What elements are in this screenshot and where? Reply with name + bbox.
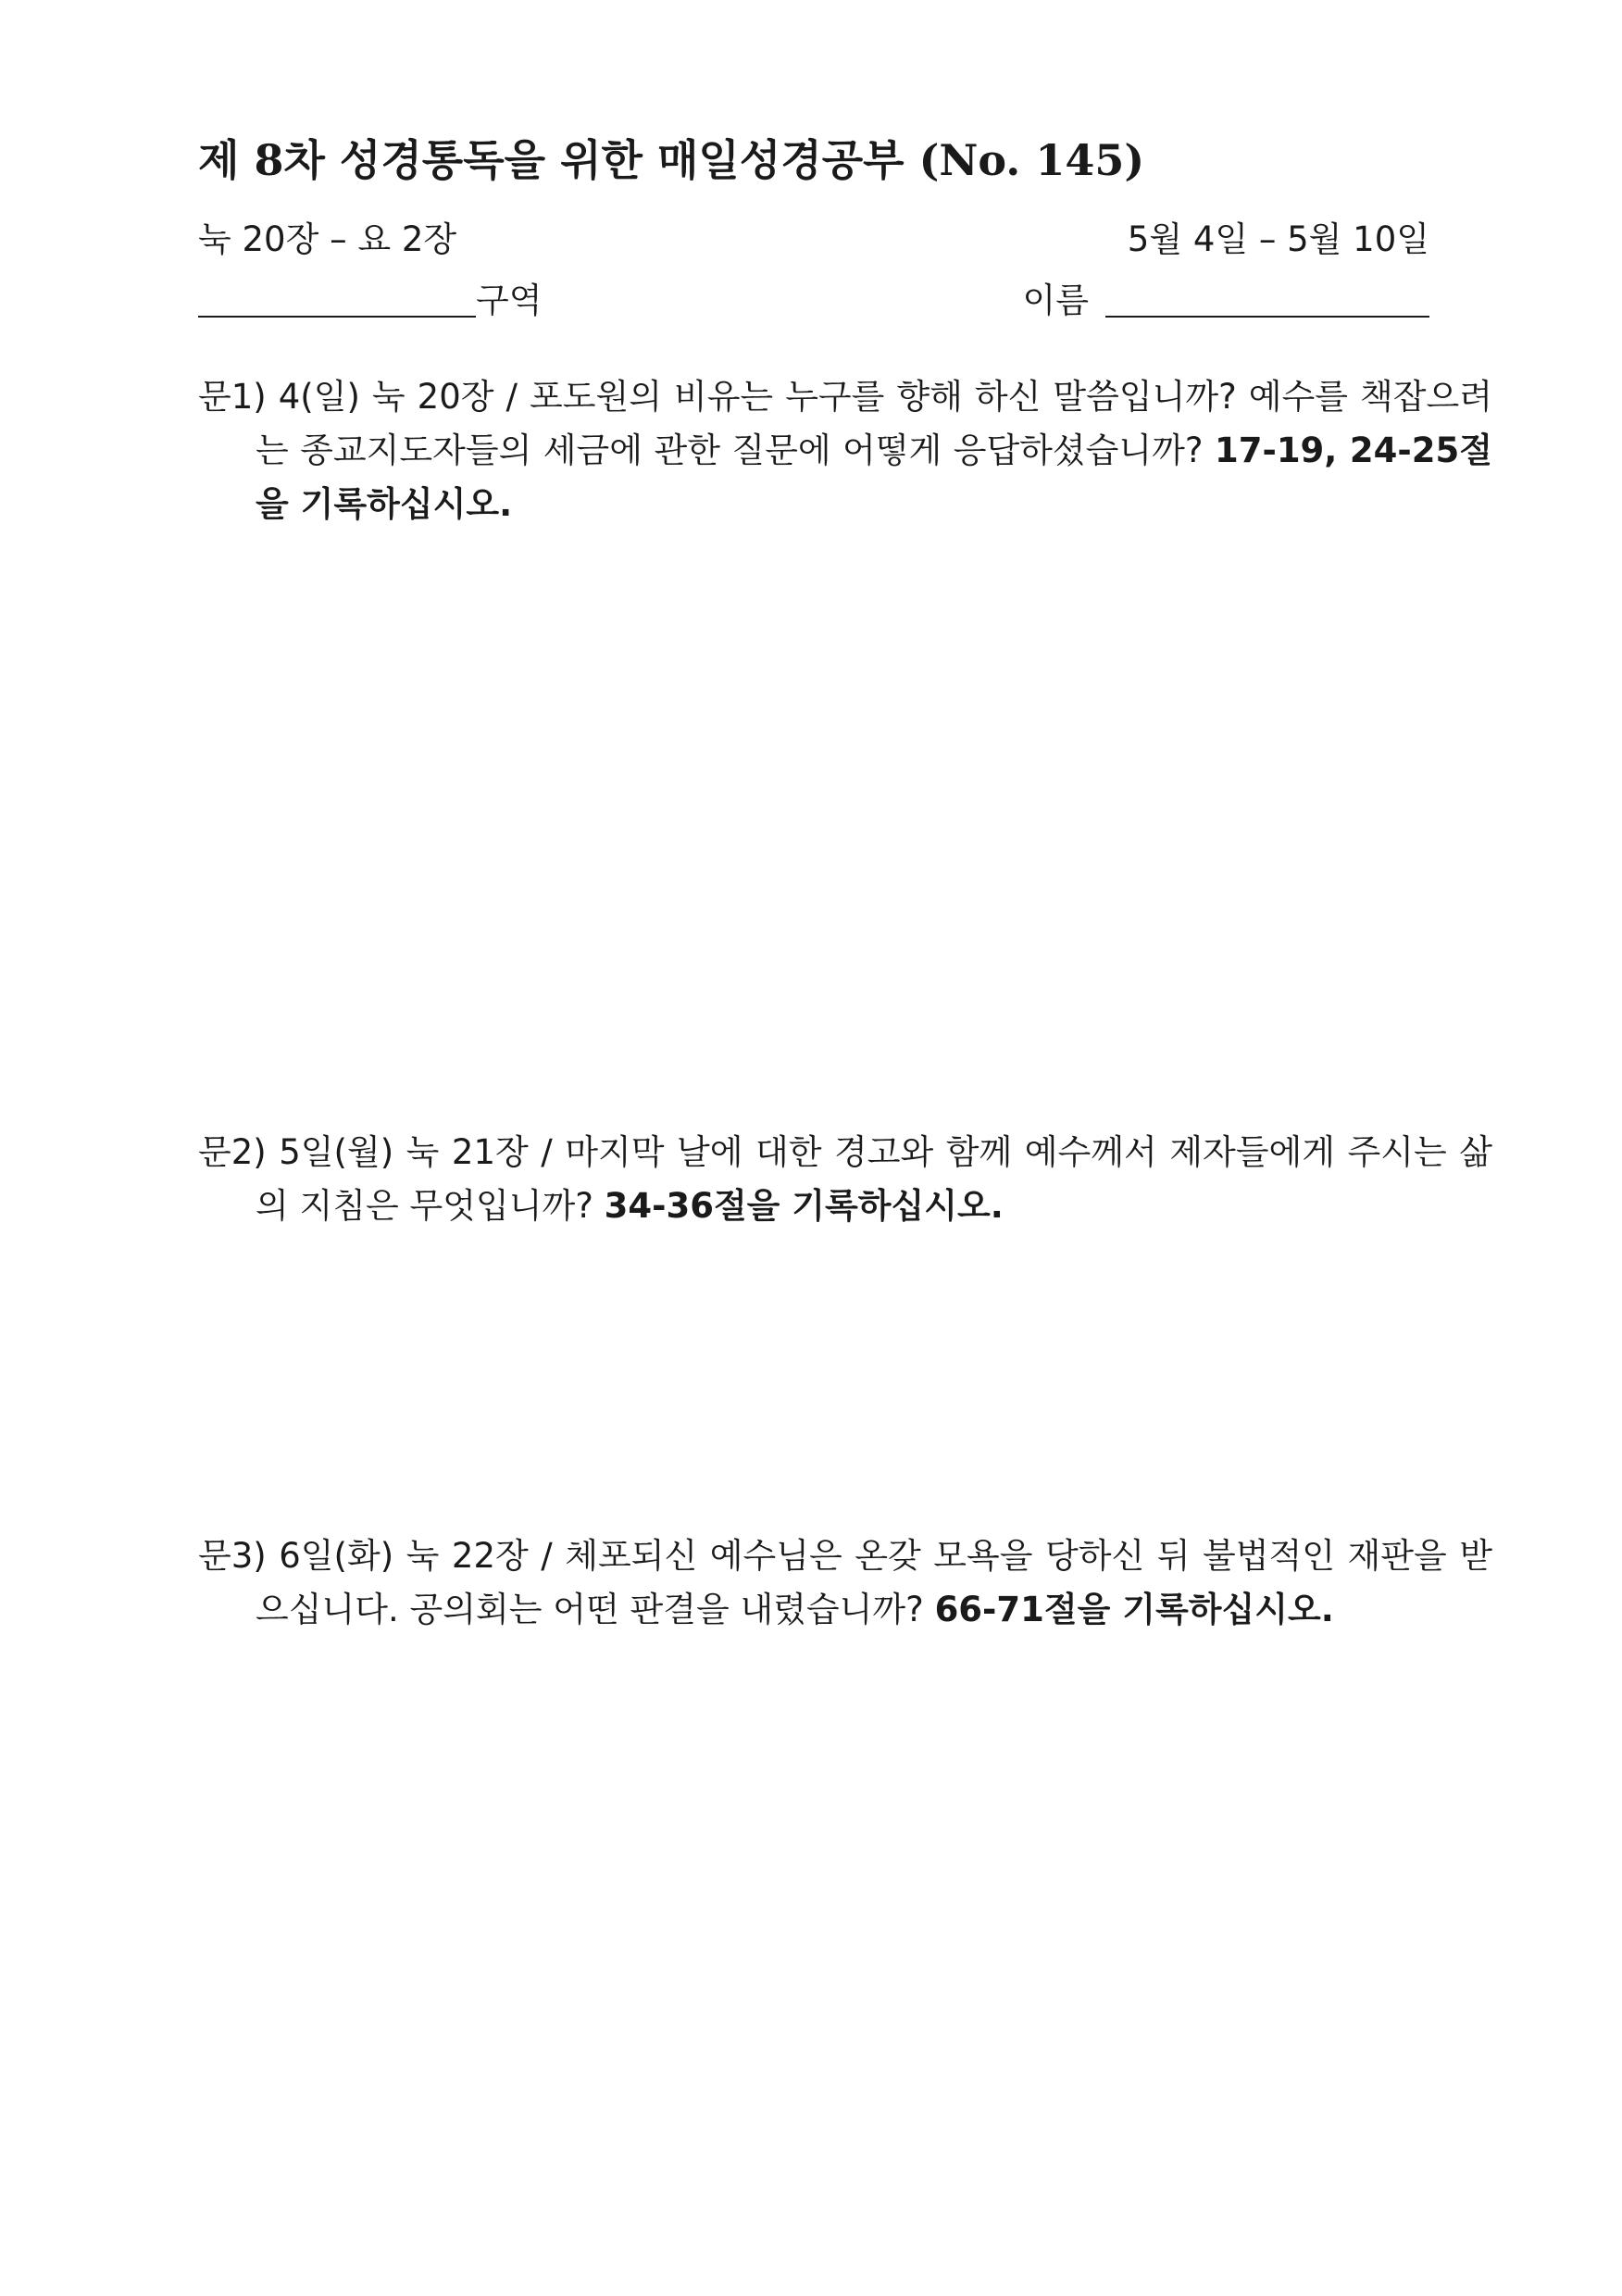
question-3-instruction: 66-71절을 기록하십시오. — [934, 1590, 1334, 1629]
name-group — [1023, 281, 1429, 318]
name-blank-field[interactable] — [1105, 281, 1429, 318]
question-2-text: 문2) 5일(월) 눅 21장 / 마지막 날에 대한 경고와 함께 예수께서 제자들에게 주시는 삶의 지침은 무엇입니까? — [198, 1132, 1492, 1226]
header-name-row — [198, 281, 1429, 323]
question-1-text: 문1) 4(일) 눅 20장 / 포도원의 비유는 누구를 향해 하신 말씀입니까? 예수를 책잡으려는 종교지도자들의 세금에 관한 질문에 어떻게 응답하셨습니까? — [198, 377, 1492, 470]
question-1 — [198, 370, 1492, 531]
name-label: 이름 — [1022, 281, 1089, 320]
page-title: 제 8차 성경통독을 위한 매일성경공부 (No. 145) — [198, 135, 1145, 185]
question-2 — [198, 1126, 1492, 1233]
district-group — [198, 281, 542, 318]
date-range: 5월 4일 – 5월 10일 — [1127, 219, 1429, 259]
question-3-text: 문3) 6일(화) 눅 22장 / 체포되신 예수님은 온갖 모욕을 당하신 뒤 불법적인 재판을 받으십니다. 공의회는 어떤 판결을 내렸습니까? — [198, 1536, 1492, 1629]
district-label: 구역 — [476, 281, 543, 320]
question-3 — [198, 1529, 1492, 1637]
reading-range: 눅 20장 – 요 2장 — [198, 219, 457, 259]
district-blank-field[interactable] — [198, 281, 476, 318]
question-1-instruction: 17-19, 24-25절을 기록하십시오. — [256, 430, 1492, 524]
question-2-instruction: 34-36절을 기록하십시오. — [604, 1186, 1004, 1226]
